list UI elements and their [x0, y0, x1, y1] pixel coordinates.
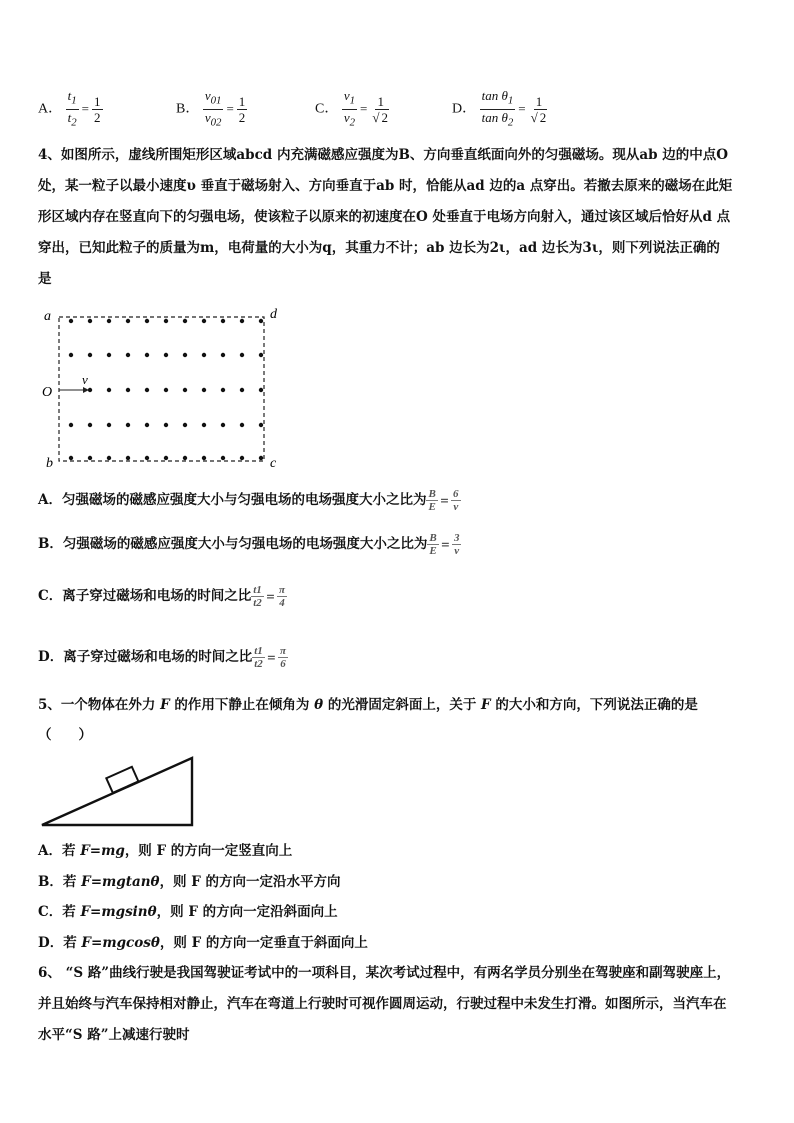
q6-stem: 6、 “S 路”曲线行驶是我国驾驶证考试中的一项科目，某次考试过程中，有两名学员分别坐在驾驶座和副驾驶座上， 并且始终与汽车保持相对静止，汽车在弯道上行驶时可视作圆周运动，行驶过程中未发生打滑。如图所示，当汽车在 水平“S 路”上减速行驶时 — [38, 965, 731, 1043]
field-dots — [69, 319, 263, 460]
field-dot — [145, 353, 149, 357]
q3-option-a: A． $\frac{t_1}{t_2}$ = $\frac{1}{2}$ — [38, 88, 101, 129]
field-dot — [164, 423, 168, 427]
field-dot — [126, 456, 130, 460]
field-dot — [164, 353, 168, 357]
field-dot — [259, 319, 263, 323]
field-dot — [88, 319, 92, 323]
field-dot — [183, 456, 187, 460]
field-dot — [221, 388, 225, 392]
q4-option-d: D．离子穿过磁场和电场的时间之比 $\frac{t1}{t2}$ = $\frac{\pi}{6}$ — [38, 645, 287, 670]
field-dot — [221, 319, 225, 323]
block — [106, 767, 138, 793]
option-label: C． — [315, 101, 339, 117]
option-label: A． — [38, 101, 63, 117]
q3-option-d: D． $\frac{\tan \theta_1}{\tan \theta_2}$ = $\frac{1}{√ 2}$ — [452, 88, 547, 129]
field-dot — [202, 423, 206, 427]
arrow-head — [83, 387, 89, 393]
field-dot — [69, 423, 73, 427]
q5-option-d: D．若 F=mgcosθ，则 F 的方向一定垂直于斜面向上 — [38, 935, 368, 951]
q5-option-c: C．若 F=mgsinθ，则 F 的方向一定沿斜面向上 — [38, 904, 338, 920]
incline-figure — [38, 752, 200, 832]
label-b: b — [46, 456, 53, 471]
label-d: d — [270, 307, 277, 322]
field-dot — [69, 319, 73, 323]
field-dot — [107, 319, 111, 323]
field-dot — [126, 353, 130, 357]
field-dot — [221, 353, 225, 357]
label-c: c — [270, 456, 277, 471]
field-dot — [126, 319, 130, 323]
label-a: a — [44, 309, 51, 324]
q5-option-a: A．若 F=mg，则 F 的方向一定竖直向上 — [38, 843, 293, 859]
field-dot — [202, 353, 206, 357]
field-dot — [88, 423, 92, 427]
field-dot — [145, 319, 149, 323]
field-dot — [126, 388, 130, 392]
field-dot — [183, 319, 187, 323]
q5-stem: 5、一个物体在外力 F 的作用下静止在倾角为 θ 的光滑固定斜面上，关于 F 的大小和方向，下列说法正确的是 — [38, 697, 698, 713]
field-dot — [259, 353, 263, 357]
field-dot — [107, 353, 111, 357]
field-dot — [164, 456, 168, 460]
q5-answer-paren: （ ） — [38, 727, 92, 743]
field-dot — [107, 456, 111, 460]
label-o: O — [42, 385, 53, 400]
field-dot — [240, 353, 244, 357]
field-dot — [183, 353, 187, 357]
q4-stem: 4、如图所示，虚线所围矩形区域abcd 内充满磁感应强度为B、方向垂直纸面向外的匀强磁场。现从ab 边的中点O 处，某一粒子以最小速度υ 垂直于磁场射入、方向垂直于ab 时，恰能从ad 边的a 点穿出。若撤去原来的磁场在此矩 形区域内存在竖直向下的匀强电场，使该粒子以原来的初速度在O 处垂直于电场方向射入，通过该区域后恰好从d 点 穿出，已知此粒子的质量为m，电荷量的大小为q，其重力不计；ab 边长为2ι，ad 边长为3ι，则下列说法正确的 是 — [38, 147, 733, 287]
option-label: D． — [452, 101, 477, 117]
field-dot — [126, 423, 130, 427]
q5-option-b: B．若 F=mgtanθ，则 F 的方向一定沿水平方向 — [38, 874, 341, 890]
option-label: B． — [176, 101, 200, 117]
field-dot — [107, 423, 111, 427]
field-dot — [240, 319, 244, 323]
q3-option-b: B． $\frac{v_{01}}{v_{02}}$ = $\frac{1}{2}$ — [176, 88, 246, 129]
field-dot — [259, 423, 263, 427]
field-dot — [145, 388, 149, 392]
field-dot — [107, 388, 111, 392]
q4-option-b: B．匀强磁场的磁感应强度大小与匀强电场的电场强度大小之比为 $\frac{B}{E}$ = $\frac{3}{v}$ — [38, 532, 460, 557]
field-dot — [183, 388, 187, 392]
field-dot — [69, 353, 73, 357]
label-v: v — [82, 372, 88, 387]
field-dot — [202, 319, 206, 323]
field-dot — [240, 423, 244, 427]
magnetic-field-figure — [38, 300, 288, 475]
field-dot — [221, 456, 225, 460]
field-dot — [88, 353, 92, 357]
field-dot — [221, 423, 225, 427]
q4-option-a: A．匀强磁场的磁感应强度大小与匀强电场的电场强度大小之比为 $\frac{B}{E}$ = $\frac{6}{v}$ — [38, 488, 459, 513]
field-dot — [240, 388, 244, 392]
field-dot — [164, 388, 168, 392]
field-dot — [240, 456, 244, 460]
q4-option-c: C．离子穿过磁场和电场的时间之比 $\frac{t1}{t2}$ = $\frac{\pi}{4}$ — [38, 584, 286, 609]
field-dot — [88, 456, 92, 460]
field-dot — [145, 423, 149, 427]
field-dot — [202, 456, 206, 460]
field-dot — [69, 456, 73, 460]
field-dot — [164, 319, 168, 323]
field-dot — [202, 388, 206, 392]
field-dot — [145, 456, 149, 460]
q3-option-c: C． $\frac{v_1}{v_2}$ = $\frac{1}{√ 2}$ — [315, 88, 389, 129]
field-dot — [259, 388, 263, 392]
field-dot — [259, 456, 263, 460]
field-dot — [183, 423, 187, 427]
